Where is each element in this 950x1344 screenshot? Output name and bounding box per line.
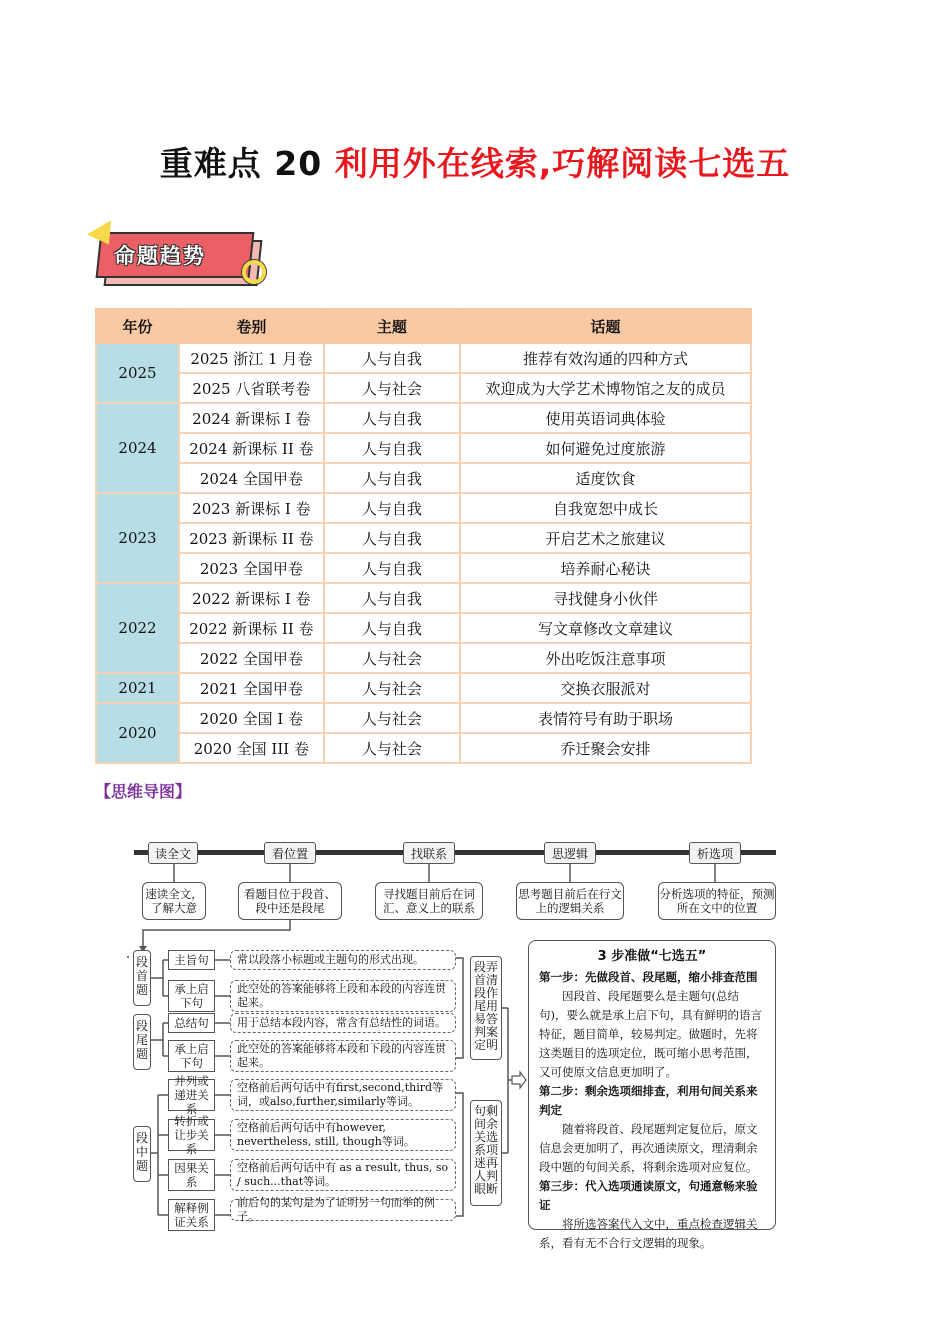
table-row bbox=[96, 553, 751, 583]
header-year: 年份 bbox=[96, 309, 179, 343]
paper-cell: 2022 全国甲卷 bbox=[179, 643, 324, 673]
table-row bbox=[96, 433, 751, 463]
title-main: 利用外在线索,巧解阅读七选五 bbox=[334, 144, 791, 183]
paper-cell: 2024 新课标 II 卷 bbox=[179, 433, 324, 463]
read-all-desc: 速读全文，了解大意 bbox=[142, 882, 206, 920]
contrast-relation-label: 转折或让步关系 bbox=[168, 1119, 215, 1151]
trend-table bbox=[95, 308, 752, 764]
step3-title: 第三步：代入选项通读原文，句通意畅来验证 bbox=[539, 1179, 758, 1212]
theme-cell: 人与自我 bbox=[324, 523, 460, 553]
topic-cell: 寻找健身小伙伴 bbox=[460, 583, 751, 613]
paper-cell: 2023 全国甲卷 bbox=[179, 553, 324, 583]
paper-cell: 2024 全国甲卷 bbox=[179, 463, 324, 493]
table-row bbox=[96, 493, 751, 523]
table-row bbox=[96, 343, 751, 373]
detail-topic: 常以段落小标题或主题句的形式出现。 bbox=[230, 950, 456, 970]
transition-label-1: 承上启下句 bbox=[168, 980, 215, 1012]
cause-effect-label: 因果关系 bbox=[168, 1159, 215, 1191]
detail-contrast: 空格前后两句话中有however, nevertheless, still, though等词。 bbox=[230, 1119, 456, 1151]
topic-cell: 写文章修改文章建议 bbox=[460, 613, 751, 643]
step1-text: 因段首、段尾题要么是主题句(总结句)，要么就是承上启下句，具有鲜明的语言特征，题目简单，较易判定。做题时，先将这类题目的选项定位，既可缩小思考范围，又可使原文信息更加明了。 bbox=[539, 989, 762, 1079]
title-prefix: 重难点 20 bbox=[159, 144, 323, 183]
badge-label: 命题趋势 bbox=[114, 244, 206, 268]
trend-badge bbox=[90, 226, 270, 286]
detail-transition-1: 此空处的答案能够将上段和本段的内容连贯起来。 bbox=[230, 980, 456, 1012]
theme-cell: 人与社会 bbox=[324, 673, 460, 703]
topic-cell: 使用英语词典体验 bbox=[460, 403, 751, 433]
table-row bbox=[96, 373, 751, 403]
theme-cell: 人与自我 bbox=[324, 613, 460, 643]
topic-cell: 开启艺术之旅建议 bbox=[460, 523, 751, 553]
paragraph-end-node: 段尾题 bbox=[133, 1014, 151, 1070]
theme-cell: 人与社会 bbox=[324, 733, 460, 763]
paper-cell: 2025 浙江 1 月卷 bbox=[179, 343, 324, 373]
topic-cell: 自我宽恕中成长 bbox=[460, 493, 751, 523]
theme-cell: 人与自我 bbox=[324, 583, 460, 613]
summary-sentence-label: 总结句 bbox=[168, 1013, 215, 1033]
theme-cell: 人与自我 bbox=[324, 433, 460, 463]
step2-title: 第二步：剩余选项细排查，利用句间关系来判定 bbox=[539, 1084, 758, 1117]
year-cell: 2023 bbox=[96, 493, 179, 583]
theme-cell: 人与社会 bbox=[324, 643, 460, 673]
mindmap-heading: 【思维导图】 bbox=[95, 782, 192, 801]
step3-text: 将所选答案代入文中，重点检查逻辑关系，看有无不合行文逻辑的现象。 bbox=[539, 1217, 758, 1250]
analyze-options-label: 析选项 bbox=[689, 842, 741, 864]
year-cell: 2024 bbox=[96, 403, 179, 493]
transition-label-2: 承上启下句 bbox=[168, 1040, 215, 1072]
table-row bbox=[96, 673, 751, 703]
header-theme: 主题 bbox=[324, 309, 460, 343]
analyze-options-desc: 分析选项的特征，预测所在文中的位置 bbox=[658, 882, 776, 920]
side-note-start-end: 段弄首清段作尾用易答判案定明 bbox=[470, 956, 502, 1060]
theme-cell: 人与自我 bbox=[324, 463, 460, 493]
detail-cause: 空格前后两句话中有 as a result, thus, so / such...that等词。 bbox=[230, 1159, 456, 1191]
topic-cell: 外出吃饭注意事项 bbox=[460, 643, 751, 673]
find-link-desc: 寻找题目前后在词汇、意义上的联系 bbox=[375, 882, 483, 920]
paper-cell: 2025 八省联考卷 bbox=[179, 373, 324, 403]
header-paper: 卷别 bbox=[179, 309, 324, 343]
topic-cell: 如何避免过度旅游 bbox=[460, 433, 751, 463]
theme-cell: 人与自我 bbox=[324, 553, 460, 583]
header-topic: 话题 bbox=[460, 309, 751, 343]
paper-cell: 2020 全国 I 卷 bbox=[179, 703, 324, 733]
table-row bbox=[96, 523, 751, 553]
table-row bbox=[96, 733, 751, 763]
paragraph-middle-node: 段中题 bbox=[133, 1126, 151, 1182]
topic-cell: 推荐有效沟通的四种方式 bbox=[460, 343, 751, 373]
table-header-row bbox=[96, 309, 751, 343]
think-logic-desc: 思考题目前后在行文上的逻辑关系 bbox=[516, 882, 624, 920]
topic-cell: 欢迎成为大学艺术博物馆之友的成员 bbox=[460, 373, 751, 403]
topic-cell: 适度饮食 bbox=[460, 463, 751, 493]
read-all-label: 读全文 bbox=[148, 842, 198, 864]
paper-cell: 2024 新课标 I 卷 bbox=[179, 403, 324, 433]
theme-cell: 人与自我 bbox=[324, 493, 460, 523]
steps-title: 3 步准做“七选五” bbox=[597, 949, 707, 964]
think-logic-label: 思逻辑 bbox=[544, 842, 596, 864]
year-cell: 2025 bbox=[96, 343, 179, 403]
paper-cell: 2020 全国 III 卷 bbox=[179, 733, 324, 763]
table-row bbox=[96, 703, 751, 733]
find-link-label: 找联系 bbox=[403, 842, 455, 864]
topic-cell: 乔迁聚会安排 bbox=[460, 733, 751, 763]
theme-cell: 人与自我 bbox=[324, 343, 460, 373]
table-row bbox=[96, 463, 751, 493]
topic-cell: 培养耐心秘诀 bbox=[460, 553, 751, 583]
theme-cell: 人与社会 bbox=[324, 373, 460, 403]
step2-text: 随着将段首、段尾题判定复位后，原文信息会更加明了，再次通读原文，理清剩余段中题的句间关系，将剩余选项对应复位。 bbox=[539, 1122, 758, 1174]
side-note-remaining: 句剩间余关选系项迷再人判眼断 bbox=[470, 1100, 502, 1206]
page-title bbox=[0, 138, 950, 185]
paper-cell: 2023 新课标 I 卷 bbox=[179, 493, 324, 523]
table-row bbox=[96, 583, 751, 613]
see-position-desc: 看题目位于段首、段中还是段尾 bbox=[238, 882, 342, 920]
three-steps-panel bbox=[528, 940, 776, 1250]
mindmap bbox=[118, 838, 783, 1250]
topic-cell: 表情符号有助于职场 bbox=[460, 703, 751, 733]
year-cell: 2021 bbox=[96, 673, 179, 703]
example-relation-label: 解释例证关系 bbox=[168, 1199, 215, 1231]
theme-cell: 人与自我 bbox=[324, 403, 460, 433]
year-cell: 2020 bbox=[96, 703, 179, 763]
detail-summary: 用于总结本段内容，常含有总结性的词语。 bbox=[230, 1013, 456, 1033]
parallel-relation-label: 并列或递进关系 bbox=[168, 1079, 215, 1111]
table-row bbox=[96, 613, 751, 643]
ring-decoration-icon bbox=[242, 260, 266, 284]
step1-title: 第一步：先做段首、段尾题，缩小排查范围 bbox=[539, 970, 758, 984]
topic-sentence-label: 主旨句 bbox=[168, 950, 215, 970]
table-row bbox=[96, 403, 751, 433]
detail-parallel: 空格前后两句话中有first,second,third等词，或also,further,similarly等词。 bbox=[230, 1079, 456, 1111]
paper-cell: 2021 全国甲卷 bbox=[179, 673, 324, 703]
table-row bbox=[96, 643, 751, 673]
detail-transition-2: 此空处的答案能够将本段和下段的内容连贯起来。 bbox=[230, 1040, 456, 1072]
see-position-label: 看位置 bbox=[264, 842, 316, 864]
detail-example: 前后句的某句是为了证明另一句而举的例子。 bbox=[230, 1199, 456, 1221]
paper-cell: 2023 新课标 II 卷 bbox=[179, 523, 324, 553]
paper-cell: 2022 新课标 I 卷 bbox=[179, 583, 324, 613]
paper-cell: 2022 新课标 II 卷 bbox=[179, 613, 324, 643]
year-cell: 2022 bbox=[96, 583, 179, 673]
theme-cell: 人与社会 bbox=[324, 703, 460, 733]
paragraph-start-node: 段首题 bbox=[133, 950, 151, 1006]
topic-cell: 交换衣服派对 bbox=[460, 673, 751, 703]
